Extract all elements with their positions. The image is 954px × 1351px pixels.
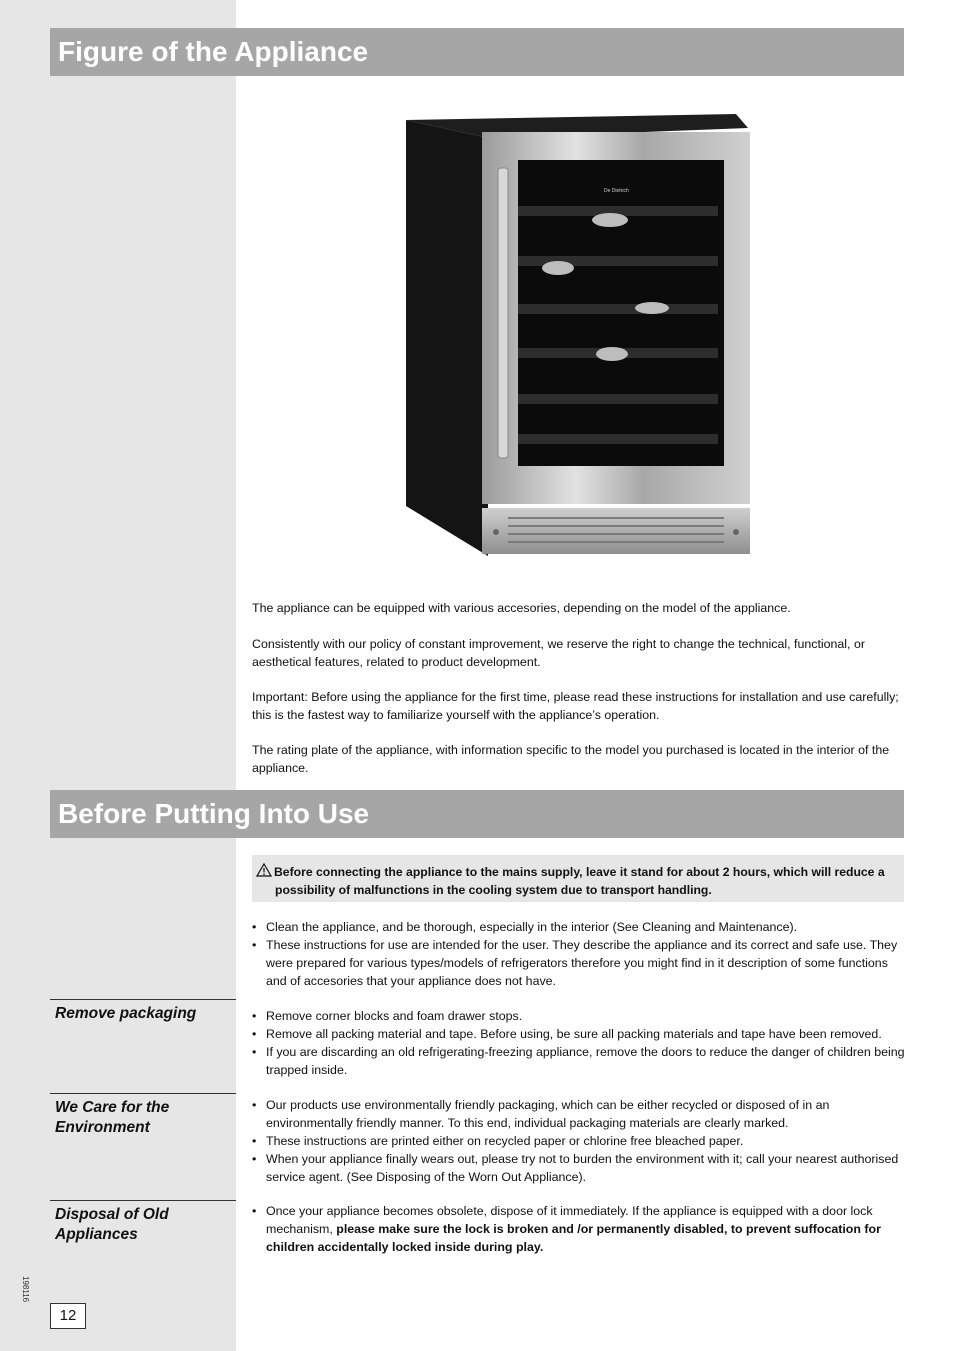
heading-environment [50,1093,236,1138]
paragraph-accessories: The appliance can be equipped with various accesories, depending on the model of the appliance. [252,601,791,615]
list-item: • These instructions for use are intended for the user. They describe the appliance and its correct and safe use. They were prepared for various types/models of refrigerators therefore you might find in it description of some functions and of accesories that your appliance does not have. [252,936,908,990]
list-item: • Clean the appliance, and be thorough, especially in the interior (See Cleaning and Maintenance). [252,918,908,936]
environment-list [252,1096,908,1186]
list-item: • Remove corner blocks and foam drawer stops. [252,1007,908,1025]
section-title-before-use: Before Putting Into Use [50,790,904,838]
list-item: • If you are discarding an old refrigerating-freezing appliance, remove the doors to reduce the danger of children being trapped inside. [252,1043,908,1079]
document-code: 198116 [21,1276,30,1303]
remove-packaging-list [252,1007,908,1079]
disposal-warning-text: please make sure the lock is broken and /or permanently disabled, to prevent suffocation for children accidentally locked inside during play. [266,1222,881,1254]
list-item: • When your appliance finally wears out, please try not to burden the environment with it; call your nearest authorised service agent. (See Disposing of the Worn Out Appliance). [252,1150,908,1186]
wine-cooler-illustration [398,108,754,558]
heading-disposal [50,1200,236,1245]
list-item: • These instructions are printed either on recycled paper or chlorine free bleached paper. [252,1132,908,1150]
paragraph-rating-plate: The rating plate of the appliance, with information specific to the model you purchased is located in the interior of the appliance. [252,743,890,775]
heading-text-line1: We Care for the [55,1099,170,1116]
warning-text-line1: Before connecting the appliance to the mains supply, leave it stand for about 2 hours, which will reduce a [274,865,885,879]
warning-box [252,855,904,902]
heading-text-line2: Appliances [55,1226,138,1243]
warning-triangle-icon [256,863,274,881]
list-item [252,1202,908,1256]
left-margin-column [0,0,236,1351]
heading-text: Remove packaging [55,1005,197,1022]
general-instructions-list [252,918,908,990]
paragraph-improvement: Consistently with our policy of constant improvement, we reserve the right to change the technical, functional, or aesthetical features, related to product development. [252,637,865,669]
heading-text-line2: Environment [55,1119,150,1136]
brand-label: De Dietrich [604,188,629,194]
warning-text-line2: possibility of malfunctions in the cooling system due to transport handling. [275,883,712,897]
heading-text-line1: Disposal of Old [55,1206,169,1223]
list-item: • Remove all packing material and tape. Before using, be sure all packing materials and tape have been removed. [252,1025,908,1043]
list-item: • Our products use environmentally friendly packaging, which can be either recycled or disposed of in an environmentally friendly manner. To this end, individual packaging materials are clearly marked. [252,1096,908,1132]
paragraph-important: Important: Before using the appliance for the first time, please read these instructions for installation and use carefully; this is the fastest way to familiarize yourself with the appliance’s operation. [252,690,899,722]
heading-remove-packaging [50,999,236,1024]
section-title-figure: Figure of the Appliance [50,28,904,76]
page-number: 12 [50,1303,86,1329]
disposal-list [252,1202,908,1256]
disposal-text: Once your appliance becomes obsolete, dispose of it immediately. If the appliance is equipped with a door lock mechanism, [266,1204,873,1236]
